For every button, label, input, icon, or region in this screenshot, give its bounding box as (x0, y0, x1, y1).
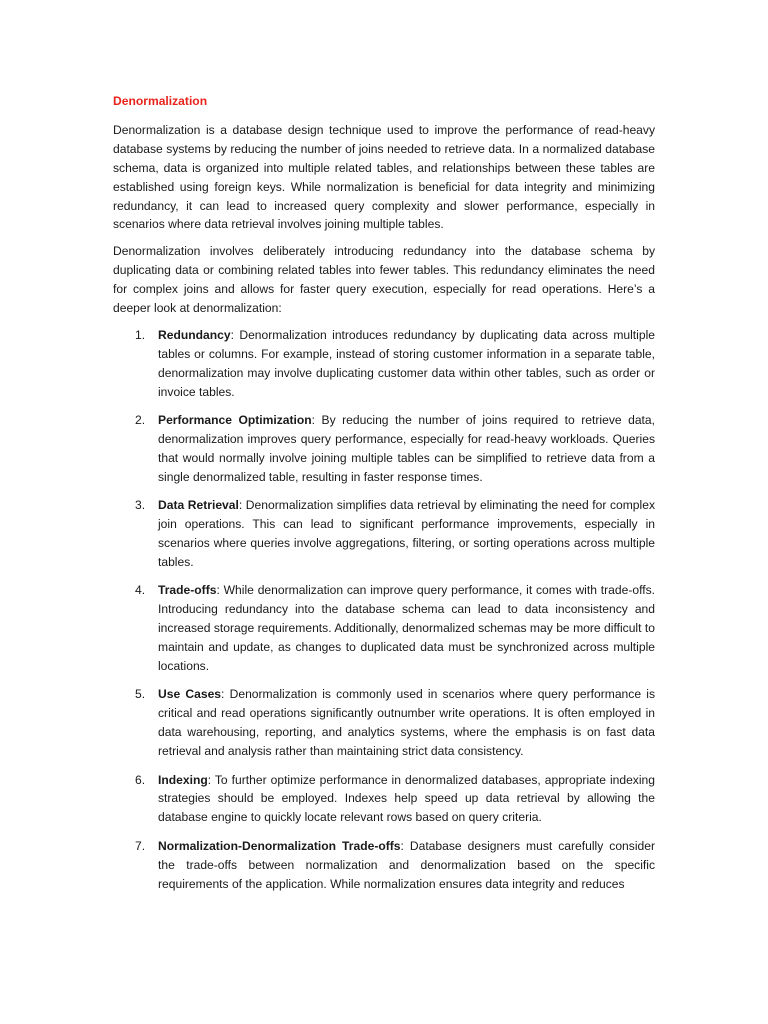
document-body (113, 92, 655, 903)
list-item-number: 7. (135, 838, 146, 853)
list-item-text: : While denormalization can improve query performance, it comes with trade-offs. Introducing redundancy into the database schema can lead to data inconsistency and increased storage requirements. Additionally, denormalized schemas may be more difficult to maintain and update, as changes to duplicated data must be synchronized across multiple locations. (158, 583, 655, 673)
list-item-number: 4. (135, 583, 146, 598)
list-item-term: Redundancy (158, 327, 231, 342)
list-item-number: 5. (135, 687, 146, 702)
list-item-text: : To further optimize performance in denormalized databases, appropriate indexing strategies should be employed. Indexes help speed up data retrieval by allowing the database engine to quickly locate relevant rows based on query criteria. (158, 772, 655, 825)
list-item-number: 3. (135, 498, 146, 513)
list-item-number: 1. (135, 327, 146, 342)
list-item-term: Use Cases (158, 687, 222, 702)
list-item (113, 685, 655, 761)
list-item-number: 2. (135, 413, 146, 428)
list-item-text: : Denormalization introduces redundancy by duplicating data across multiple tables or columns. For example, instead of storing customer information in a separate table, denormalization may involve duplicating customer data within other tables, such as order or invoice tables. (158, 327, 655, 399)
list-item-term: Data Retrieval (158, 498, 239, 513)
list-item (113, 326, 655, 402)
overview-paragraph: Denormalization involves deliberately introducing redundancy into the database schema by duplicating data or combining related tables into fewer tables. This redundancy eliminates the need for complex joins and allows for faster query execution, especially for read operations. Here’s a deeper look at denormalization: (113, 244, 655, 316)
list-item (113, 496, 655, 572)
list-item (113, 771, 655, 828)
list-item-term: Performance Optimization (158, 413, 312, 428)
list-item-term: Normalization-Denormalization Trade-offs (158, 838, 401, 853)
list-item-text: : Denormalization simplifies data retrieval by eliminating the need for complex join operations. This can lead to significant performance improvements, especially in scenarios where queries involve aggregations, filtering, or sorting operations across multiple tables. (158, 498, 655, 569)
numbered-list (113, 326, 655, 893)
section-heading: Denormalization (113, 94, 208, 108)
list-item-number: 6. (135, 772, 146, 787)
list-item (113, 837, 655, 894)
intro-paragraph: Denormalization is a database design technique used to improve the performance of read-heavy database systems by reducing the number of joins needed to retrieve data. In a normalized database schema, data is organized into multiple related tables, and relationships between these tables are established using foreign keys. While normalization is beneficial for data integrity and minimizing redundancy, it can lead to increased query complexity and slower performance, especially in scenarios where data retrieval involves joining multiple tables. (113, 122, 655, 232)
list-item-term: Indexing (158, 772, 208, 787)
list-item-term: Trade-offs (158, 583, 217, 598)
list-item (113, 581, 655, 676)
list-item-text: : Database designers must carefully consider the trade-offs between normalization and denormalization based on the specific requirements of the application. While normalization ensures data integrity and reduces (158, 838, 655, 891)
list-item-text: : Denormalization is commonly used in scenarios where query performance is critical and read operations significantly outnumber write operations. It is often employed in data warehousing, reporting, and analytics systems, where the emphasis is on fast data retrieval and analysis rather than maintaining strict data consistency. (158, 687, 655, 759)
list-item-text: : By reducing the number of joins required to retrieve data, denormalization improves query performance, especially for read-heavy workloads. Queries that would normally involve joining multiple tables can be simplified to retrieve data from a single denormalized table, resulting in faster response times. (158, 413, 655, 484)
list-item (113, 411, 655, 487)
